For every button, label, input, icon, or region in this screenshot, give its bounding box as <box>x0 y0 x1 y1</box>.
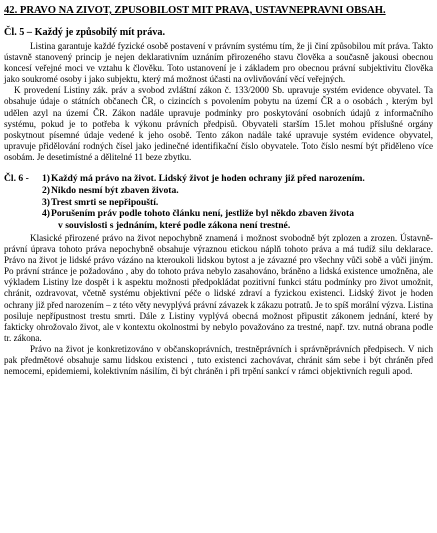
article-5-paragraph-2: K provedení Listiny zák. práv a svobod zvláštní zákon č. 133/2000 Sb. upravuje systém evidence obyvatel. Ta obsahuje údaje o státních občanech ČR, o cizincích s povolením pobytu na území ČR a o osobách , kterým byl udělen azyl na území ČR. Zákon nadále upravuje podmínky pro poskytování osobních údajů z informačního systému, pokud je to potřeba k výkonu právních předpisů. Obyvateli starším 15.let mohou příslušné orgány poskytnout písemné údaje vedené k jeho osobě. Tento zákon nadále také upravuje systém evidence obyvatel, upravuje přidělování rodných čísel jako jedinečné identifikační číslo obyvatele. Toto číslo nesmí být přiděleno více osobám. Je desetimístné a dělitelné 11 beze zbytku. <box>4 85 433 162</box>
article-6-list <box>4 173 433 232</box>
article-5-paragraph-1: Listina garantuje každé fyzické osobě postavení v právním systému tím, že ji činí způsobilou mít práva. Takto ústavně stanovený princip je nejen deklarativním uznáním přirozeného stavu člověka a současně jakousi obecnou koncesí veřejné moci ve vztahu k člověku. Toto ustanovení je i základem pro obecnou právní subjektivitu člověka jako soukromé osoby i jako subjektu, který má možnost účasti na ovlivňování věcí veřejných. <box>4 41 433 85</box>
item-number: 4) <box>42 208 50 220</box>
item-number: 2) <box>42 184 50 196</box>
item-text: Každý má právo na život. Lidský život je hoden ochrany již před narozením. <box>51 173 365 185</box>
item-number: 1) <box>42 173 50 185</box>
article-6-item-3 <box>4 197 433 209</box>
article-6-paragraph-2: Právo na život je konkretizováno v občanskoprávních, trestněprávních i správněprávních předpisech. V nich pak předmětové obsahuje samu lidskou existenci , tuto existenci zachovávat, chránit sám sebe i být chráněn před nemocemi, epidemiemi, kolektivním násilím, či být chráněn i při trpění sankcí v rámci objektivních reguli apod. <box>4 343 433 377</box>
item-text: Trest smrti se nepřipouští. <box>51 196 159 208</box>
article-6-item-2 <box>4 185 433 197</box>
item-number: 3) <box>42 196 50 208</box>
article-5-heading: Čl. 5 – Každý je způsobilý mít práva. <box>4 27 166 38</box>
item-text: Porušením práv podle tohoto článku není, jestliže byl někdo zbaven života <box>51 208 355 220</box>
article-6-item-4-continuation: v souvislosti s jednáním, které podle zákona není trestné. <box>58 220 291 232</box>
article-6-item-4 <box>4 208 433 220</box>
item-text: Nikdo nesmí být zbaven života. <box>51 184 179 196</box>
article-6-lead: Čl. 6 - <box>4 173 29 185</box>
document-title: 42. PRAVO NA ZIVOT, ZPUSOBILOST MIT PRAVA, USTAVNEPRAVNI OBSAH. <box>4 5 386 16</box>
article-6-paragraph-1: Klasické přirozené právo na život nepochybně znamená i možnost svobodně být zplozen a zrozen. Ústavně- právní úprava tohoto práva nepochybně obsahuje výraznou etickou náplň tohoto práva a má tudíž silu deklarace. Právo na život je lidské právo vázáno na kteroukoli lidskou bytost a je závazné pro všechny vůči sobě a vůči jiným. Po právní stránce je požadováno , aby do tohoto práva nebylo zasahováno, bráněno a lidská existence umožněna, ale výkladem Listiny lze dospět i k aspektu možnosti předpokládat pozitivní funkci státu podmínky pro život umožnit, chránit, ozdravovat, včetně systému objektivní péče o lidské zdraví a fyzickou existenci. Lidský život je hoden ochrany již před narozením – z této věty nevyplývá právní závazek k zákazu potratů. Je to spíš morální výzva. Listina posiluje nepřípustnost trestu smrti. Dále z Listiny vyplývá obecná možnost připustit zákonem jednání, které by fakticky ohrožovalo život, ale v kontextu okolnostmi by nebylo považováno za trestné, např. tzv. nutná obrana podle tr. zákona. <box>4 233 433 343</box>
article-6-item-1 <box>4 173 433 185</box>
